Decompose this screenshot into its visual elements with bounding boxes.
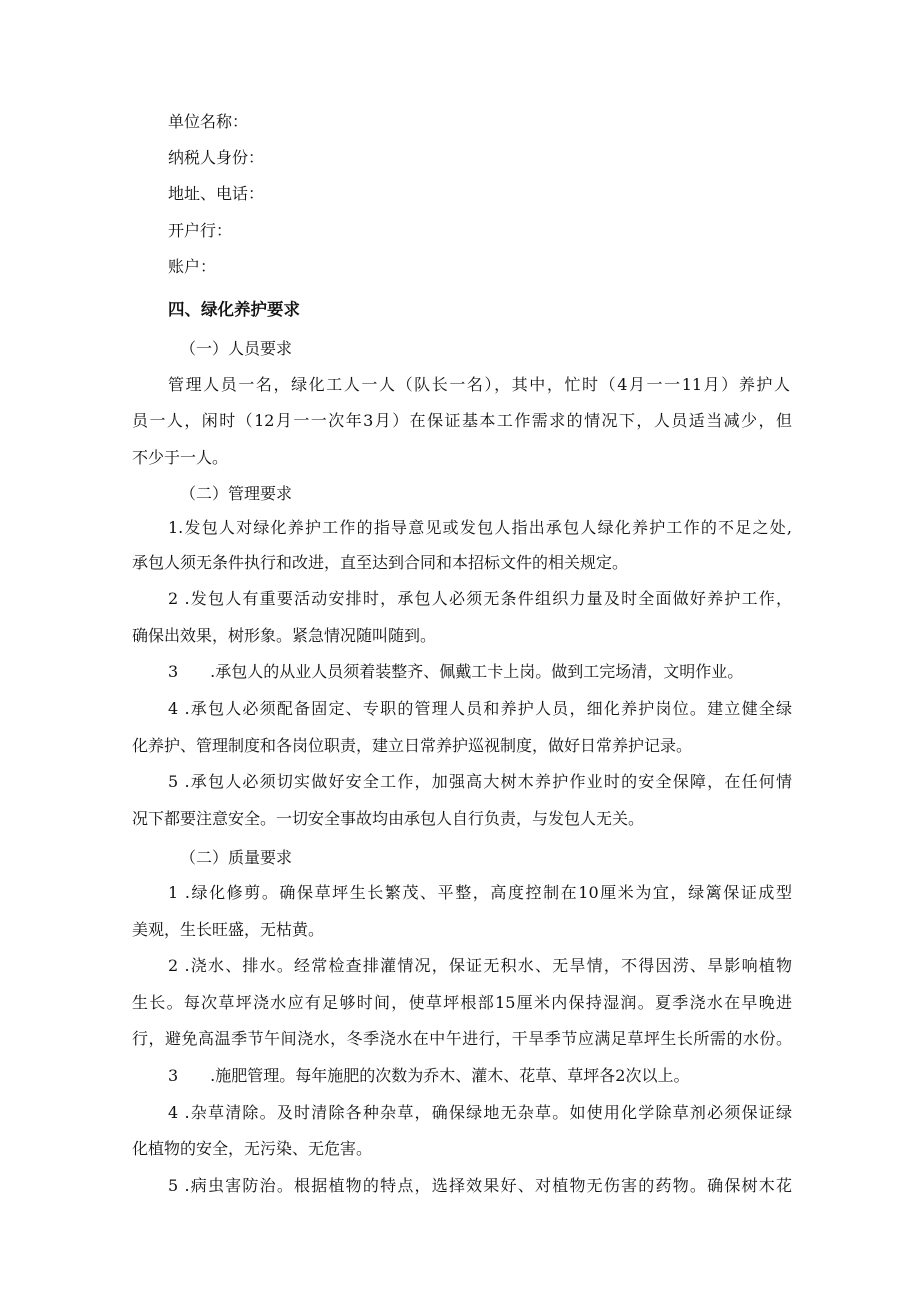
personnel-line: 员一人，闲时（12月一一次年3月）在保证基本工作需求的情况下，人员适当减少，但 xyxy=(132,411,792,430)
quality-item-3: 3 .施肥管理。每年施肥的次数为乔木、灌木、花草、草坪各2次以上。 xyxy=(168,1066,690,1085)
section-heading: 四、绿化养护要求 xyxy=(168,300,300,319)
management-item-4-cont: 化养护、管理制度和各岗位职责，建立日常养护巡视制度，做好日常养护记录。 xyxy=(132,736,693,755)
quality-heading: （二）质量要求 xyxy=(180,848,293,867)
field-account: 账户： xyxy=(168,257,217,276)
management-item-1: 1.发包人对绿化养护工作的指导意见或发包人指出承包人绿化养护工作的不足之处, xyxy=(168,518,792,537)
field-taxpayer-status: 纳税人身份： xyxy=(168,148,265,167)
quality-item-4-cont: 化植物的安全，无污染、无危害。 xyxy=(132,1139,373,1158)
management-item-5-cont: 况下都要注意安全。一切安全事故均由承包人自行负责，与发包人无关。 xyxy=(132,809,645,828)
management-item-2: 2 .发包人有重要活动安排时，承包人必须无条件组织力量及时全面做好养护工作， xyxy=(168,589,792,608)
management-item-4: 4 .承包人必须配备固定、专职的管理人员和养护人员，细化养护岗位。建立健全绿 xyxy=(168,699,792,718)
quality-item-1: 1 .绿化修剪。确保草坪生长繁茂、平整，高度控制在10厘米为宜，绿篱保证成型 xyxy=(168,883,792,902)
field-bank: 开户行： xyxy=(168,221,233,240)
quality-item-5: 5 .病虫害防治。根据植物的特点，选择效果好、对植物无伤害的药物。确保树木花 xyxy=(168,1176,792,1195)
management-heading: （二）管理要求 xyxy=(180,484,293,503)
management-item-1-cont: 承包人须无条件执行和改进，直至达到合同和本招标文件的相关规定。 xyxy=(132,553,629,572)
personnel-line: 不少于一人。 xyxy=(132,448,229,467)
personnel-line: 管理人员一名，绿化工人一人（队长一名），其中，忙时（4月一一11月）养护人 xyxy=(168,375,790,394)
quality-item-1-cont: 美观，生长旺盛，无枯黄。 xyxy=(132,920,325,939)
management-item-5: 5 .承包人必须切实做好安全工作，加强高大树木养护作业时的安全保障，在任何情 xyxy=(168,772,792,791)
quality-item-2-cont: 行，避免高温季节午间浇水，冬季浇水在中午进行，干旱季节应满足草坪生长所需的水份。 xyxy=(132,1029,792,1048)
personnel-heading: （一）人员要求 xyxy=(180,339,293,358)
management-item-3: 3 .承包人的从业人员须着装整齐、佩戴工卡上岗。做到工完场清，文明作业。 xyxy=(168,662,744,681)
field-address-phone: 地址、电话： xyxy=(168,184,265,203)
management-item-2-cont: 确保出效果，树形象。紧急情况随叫随到。 xyxy=(132,626,437,645)
quality-item-2: 2 .浇水、排水。经常检查排灌情况，保证无积水、无旱情，不得因涝、旱影响植物 xyxy=(168,956,792,975)
quality-item-4: 4 .杂草清除。及时清除各种杂草，确保绿地无杂草。如使用化学除草剂必须保证绿 xyxy=(168,1103,792,1122)
quality-item-2-cont: 生长。每次草坪浇水应有足够时间，使草坪根部15厘米内保持湿润。夏季浇水在早晚进 xyxy=(132,993,792,1012)
field-unit-name: 单位名称： xyxy=(168,112,249,131)
